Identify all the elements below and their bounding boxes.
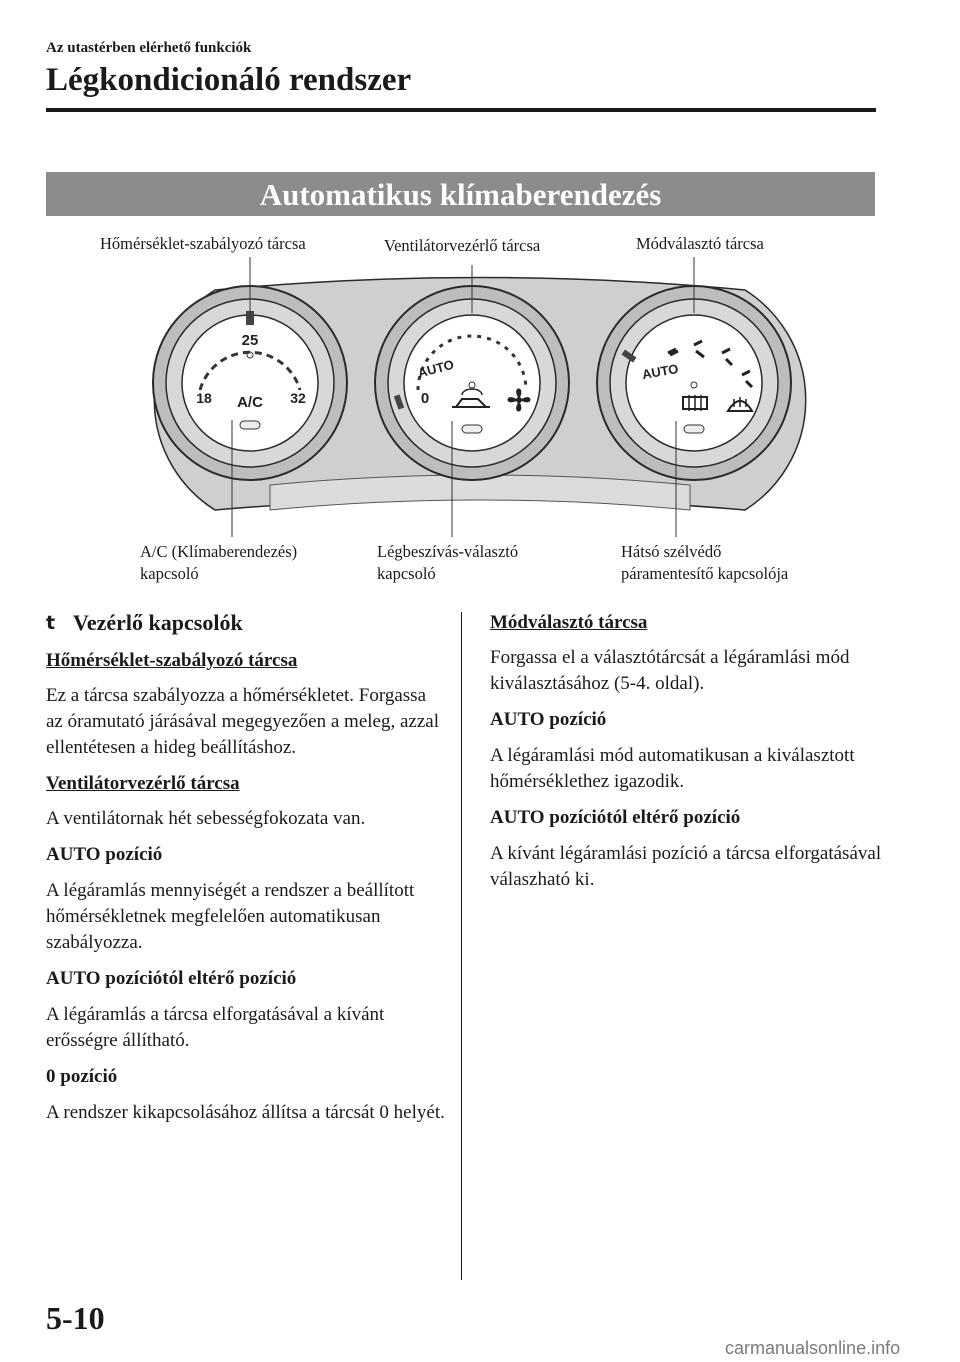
callout-intake-switch: Légbeszívás-választó kapcsoló — [377, 542, 519, 583]
section-bullet-icon: t — [46, 612, 56, 634]
temp-mark-32: 32 — [290, 390, 306, 406]
fan-mark-zero: 0 — [420, 390, 430, 407]
chapter-rule — [46, 108, 876, 112]
fan-auto-heading: AUTO pozíció — [46, 844, 163, 865]
fan-other-heading: AUTO pozíciótól eltérő pozíció — [46, 968, 297, 989]
mode-dial-heading: Módválasztó tárcsa — [490, 612, 648, 633]
temp-mark-25: 25 — [241, 332, 259, 349]
fan-mark-auto: AUTO — [416, 356, 456, 381]
mode-auto-text: A légáramlási mód automatikusan a kiválasztott hőmérséklethez igazodik. — [490, 745, 855, 792]
mode-other-text: A kívánt légáramlási pozíció a tárcsa elforgatásával válaszható ki. — [490, 843, 882, 890]
watermark: carmanualsonline.info — [725, 1338, 901, 1358]
ac-mark: A/C — [237, 394, 263, 411]
section-banner: Automatikus klímaberendezés — [46, 172, 875, 216]
breadcrumb: Az utastérben elérhető funkciók — [46, 40, 252, 56]
callout-temp-dial: Hőmérséklet-szabályozó tárcsa — [100, 234, 306, 253]
right-column — [490, 610, 890, 903]
mode-other-heading: AUTO pozíciótól eltérő pozíció — [490, 807, 741, 828]
chapter-title: Légkondicionáló rendszer — [46, 62, 412, 98]
page-number: 5-10 — [46, 1300, 105, 1336]
mode-auto-heading: AUTO pozíció — [490, 709, 607, 730]
temp-mark-18: 18 — [196, 390, 212, 406]
climate-panel-illustration — [0, 225, 960, 590]
fan-dial-heading: Ventilátorvezérlő tárcsa — [46, 773, 240, 794]
mode-dial-text: Forgassa el a választótárcsát a légáramlási mód kiválasztásához (5-4. oldal). — [490, 647, 850, 694]
callout-mode-dial: Módválasztó tárcsa — [636, 234, 764, 253]
fan-zero-text: A rendszer kikapcsolásához állítsa a tárcsát 0 helyét. — [46, 1102, 445, 1123]
callout-fan-dial: Ventilátorvezérlő tárcsa — [384, 236, 541, 255]
temp-dial-text: Ez a tárcsa szabályozza a hőmérsékletet. Forgassa az óramutató járásával megegyezően a meleg, azzal ellentétesen a hideg beállításhoz. — [46, 685, 439, 758]
temp-dial-heading: Hőmérséklet-szabályozó tárcsa — [46, 650, 298, 671]
section-heading-text: Vezérlő kapcsolók — [73, 610, 243, 635]
climate-control-diagram — [0, 225, 960, 590]
mode-mark-auto: AUTO — [640, 361, 680, 383]
section-heading — [46, 610, 446, 636]
fan-other-text: A légáramlás a tárcsa elforgatásával a kívánt erősségre állítható. — [46, 1004, 385, 1051]
column-divider — [461, 612, 462, 1280]
fan-speed-dial[interactable] — [375, 286, 569, 480]
callout-ac-switch: A/C (Klímaberendezés) kapcsoló — [140, 542, 298, 583]
fan-dial-text: A ventilátornak hét sebességfokozata van. — [46, 808, 366, 829]
fan-auto-text: A légáramlás mennyiségét a rendszer a beállított hőmérsékletnek megfelelően automatikusan szabályozza. — [46, 880, 415, 953]
callout-rear-defrost: Hátsó szélvédő páramentesítő kapcsolója — [621, 542, 789, 583]
fan-zero-heading: 0 pozíció — [46, 1066, 118, 1087]
mode-selector-dial[interactable] — [597, 286, 791, 480]
left-column — [46, 610, 446, 1136]
